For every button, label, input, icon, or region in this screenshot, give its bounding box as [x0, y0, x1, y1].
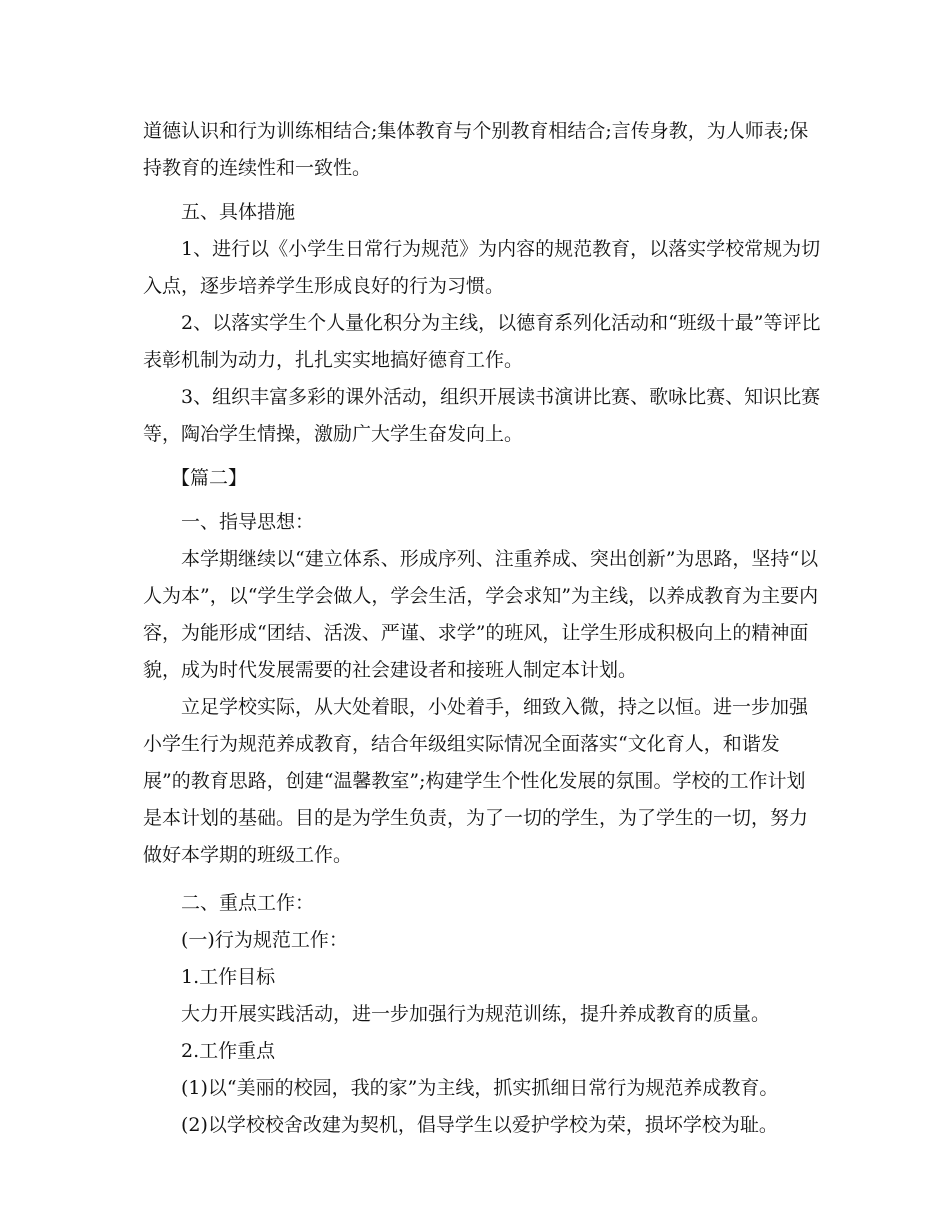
- text-line: 展”的教育思路，创建“温馨教室”;构建学生个性化发展的氛围。学校的工作计划: [143, 770, 806, 792]
- text-line: 容，为能形成“团结、活泼、严谨、求学”的班风，让学生形成积极向上的精神面: [143, 622, 809, 644]
- text-line: 持教育的连续性和一致性。: [143, 157, 372, 179]
- section-heading-key-work: [143, 885, 813, 922]
- text-line: 五、具体措施: [181, 201, 296, 223]
- subheading-behavior-norms: [143, 922, 813, 959]
- document-body: [143, 113, 821, 1144]
- section-heading-guiding-ideology: [143, 504, 813, 541]
- text-line: 表彰机制为动力，扎扎实实地搞好德育工作。: [143, 349, 524, 371]
- paragraph-moral-education-principles: [143, 113, 813, 187]
- list-item-focus-2: [143, 1107, 813, 1144]
- text-line: 大力开展实践活动，进一步加强行为规范训练，提升养成教育的质量。: [181, 1003, 771, 1025]
- text-line: 1.工作目标: [181, 966, 276, 988]
- text-line: 一、指导思想：: [181, 511, 315, 533]
- text-line: 小学生行为规范养成教育，结合年级组实际情况全面落实“文化育人，和谐发: [143, 733, 780, 755]
- text-line: 1、进行以《小学生日常行为规范》为内容的规范教育，以落实学校常规为切: [181, 238, 821, 260]
- list-item-focus-1: [143, 1070, 813, 1107]
- text-line: 人为本”，以“学生学会做人，学会生活，学会求知”为主线，以养成教育为主要内: [143, 585, 819, 607]
- section-heading-part-two: [143, 460, 813, 497]
- subheading-work-focus: [143, 1033, 813, 1070]
- paragraph-work-goals: [143, 996, 813, 1033]
- subheading-work-goals: [143, 959, 813, 996]
- text-line: 2、以落实学生个人量化积分为主线，以德育系列化活动和“班级十最”等评比: [181, 312, 821, 334]
- paragraph-school-reality: [143, 689, 813, 874]
- text-line: 是本计划的基础。目的是为学生负责，为了一切的学生，为了学生的一切，努力: [143, 807, 809, 829]
- text-line: 做好本学期的班级工作。: [143, 844, 353, 866]
- text-line: 立足学校实际，从大处着眼，小处着手，细致入微，持之以恒。进一步加强: [181, 696, 809, 718]
- text-line: 等，陶冶学生情操，激励广大学生奋发向上。: [143, 423, 524, 445]
- text-line: (1)以“美丽的校园，我的家”为主线，抓实抓细日常行为规范养成教育。: [181, 1077, 779, 1099]
- text-line: 貌，成为时代发展需要的社会建设者和接班人制定本计划。: [143, 659, 638, 681]
- text-line: (一)行为规范工作：: [181, 929, 348, 951]
- paragraph-measure-3: [143, 379, 821, 453]
- text-line: 道德认识和行为训练相结合;集体教育与个别教育相结合;言传身教，为人师表;保: [143, 120, 809, 142]
- text-line: (2)以学校校舍改建为契机，倡导学生以爱护学校为荣，损坏学校为耻。: [181, 1114, 778, 1136]
- paragraph-measure-1: [143, 231, 821, 305]
- text-line: 【篇二】: [171, 467, 248, 489]
- paragraph-guiding-ideology: [143, 541, 819, 689]
- text-line: 入点，逐步培养学生形成良好的行为习惯。: [143, 275, 505, 297]
- text-line: 本学期继续以“建立体系、形成序列、注重养成、突出创新”为思路，坚持“以: [181, 548, 819, 570]
- paragraph-measure-2: [143, 305, 821, 379]
- text-line: 二、重点工作：: [181, 892, 315, 914]
- section-heading-specific-measures: [143, 194, 813, 231]
- text-line: 2.工作重点: [181, 1040, 276, 1062]
- text-line: 3、组织丰富多彩的课外活动，组织开展读书演讲比赛、歌咏比赛、知识比赛: [181, 386, 821, 408]
